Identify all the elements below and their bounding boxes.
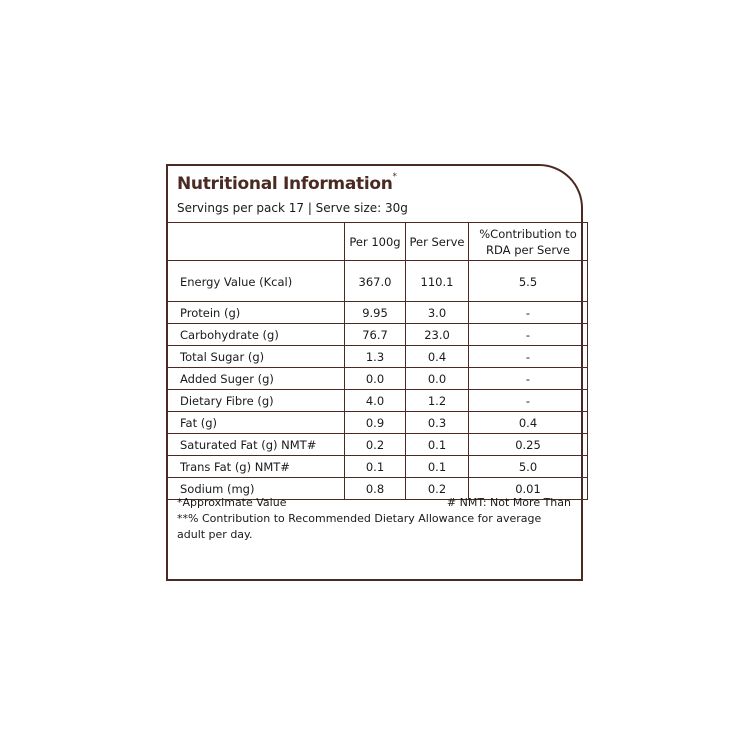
table-row bbox=[167, 456, 588, 478]
value-per-serve: 0.0 bbox=[406, 368, 469, 390]
value-per-serve: 23.0 bbox=[406, 324, 469, 346]
value-per-serve: 0.3 bbox=[406, 412, 469, 434]
table-row bbox=[167, 261, 588, 302]
value-per-100g: 9.95 bbox=[345, 302, 406, 324]
header-per-100g: Per 100g bbox=[345, 223, 406, 261]
table-row bbox=[167, 390, 588, 412]
footnote-nmt: # NMT: Not More Than bbox=[446, 496, 571, 509]
value-per-100g: 0.2 bbox=[345, 434, 406, 456]
value-per-100g: 0.8 bbox=[345, 478, 406, 500]
value-per-serve: 0.1 bbox=[406, 456, 469, 478]
value-per-serve: 0.4 bbox=[406, 346, 469, 368]
serving-info: Servings per pack 17 | Serve size: 30g bbox=[177, 201, 408, 215]
value-rda: - bbox=[469, 368, 588, 390]
value-rda: 5.5 bbox=[469, 261, 588, 302]
nutrient-name: Added Suger (g) bbox=[167, 368, 345, 390]
value-rda: - bbox=[469, 324, 588, 346]
nutrient-name: Fat (g) bbox=[167, 412, 345, 434]
value-per-serve: 1.2 bbox=[406, 390, 469, 412]
footnote-approximate: *Approximate Value bbox=[177, 496, 287, 509]
value-rda: 0.4 bbox=[469, 412, 588, 434]
value-rda: - bbox=[469, 302, 588, 324]
value-per-serve: 110.1 bbox=[406, 261, 469, 302]
table-header-row bbox=[167, 223, 588, 261]
nutrient-name: Sodium (mg) bbox=[167, 478, 345, 500]
value-per-serve: 0.2 bbox=[406, 478, 469, 500]
nutrient-name: Trans Fat (g) NMT# bbox=[167, 456, 345, 478]
footnote-rda-line1: **% Contribution to Recommended Dietary Allowance for average bbox=[177, 512, 542, 525]
table-row bbox=[167, 324, 588, 346]
nutrition-panel bbox=[166, 164, 583, 581]
value-per-serve: 3.0 bbox=[406, 302, 469, 324]
value-per-100g: 0.9 bbox=[345, 412, 406, 434]
nutrient-name: Saturated Fat (g) NMT# bbox=[167, 434, 345, 456]
nutrient-name: Total Sugar (g) bbox=[167, 346, 345, 368]
value-per-100g: 76.7 bbox=[345, 324, 406, 346]
panel-title bbox=[177, 174, 397, 194]
panel-title-text: Nutritional Information bbox=[177, 174, 393, 194]
value-rda: 0.01 bbox=[469, 478, 588, 500]
value-per-100g: 4.0 bbox=[345, 390, 406, 412]
table-row bbox=[167, 434, 588, 456]
table-row bbox=[167, 412, 588, 434]
value-per-100g: 367.0 bbox=[345, 261, 406, 302]
table-row bbox=[167, 368, 588, 390]
nutrient-name: Protein (g) bbox=[167, 302, 345, 324]
value-per-100g: 1.3 bbox=[345, 346, 406, 368]
header-per-serve: Per Serve bbox=[406, 223, 469, 261]
value-per-100g: 0.1 bbox=[345, 456, 406, 478]
title-footnote-mark: * bbox=[392, 172, 397, 182]
value-per-100g: 0.0 bbox=[345, 368, 406, 390]
value-per-serve: 0.1 bbox=[406, 434, 469, 456]
value-rda: 0.25 bbox=[469, 434, 588, 456]
table-row bbox=[167, 346, 588, 368]
header-nutrient bbox=[167, 223, 345, 261]
value-rda: - bbox=[469, 390, 588, 412]
nutrition-table bbox=[166, 222, 588, 500]
nutrient-name: Dietary Fibre (g) bbox=[167, 390, 345, 412]
value-rda: - bbox=[469, 346, 588, 368]
nutrient-name: Energy Value (Kcal) bbox=[167, 261, 345, 302]
nutrient-name: Carbohydrate (g) bbox=[167, 324, 345, 346]
value-rda: 5.0 bbox=[469, 456, 588, 478]
header-rda: %Contribution to RDA per Serve bbox=[469, 223, 588, 261]
table-row bbox=[167, 302, 588, 324]
footnote-rda-line2: adult per day. bbox=[177, 528, 253, 541]
